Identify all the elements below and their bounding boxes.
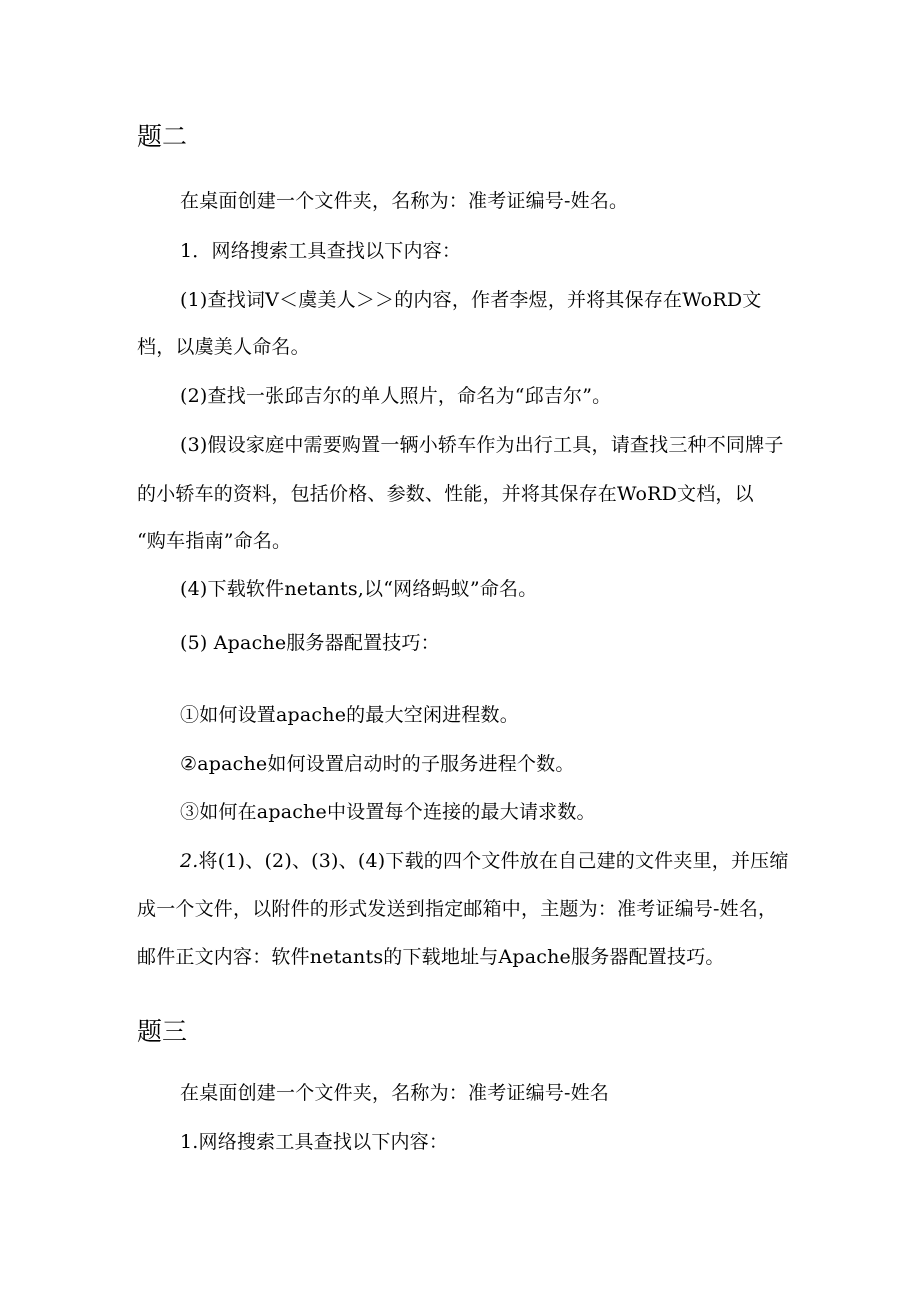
section-heading-2: 题二 — [137, 122, 188, 151]
item2-number: 2. — [180, 850, 199, 872]
section2-intro: 在桌面创建一个文件夹，名称为：准考证编号-姓名。 — [180, 190, 629, 212]
section2-item2-line1 — [180, 848, 789, 874]
question1-line1: (1)查找词V＜虞美人＞＞的内容，作者李煜，并将其保存在WoRD文 — [180, 289, 762, 311]
question5-sub-a: ①如何设置apache的最大空闲进程数。 — [180, 704, 519, 726]
section2-item2-line2: 成一个文件，以附件的形式发送到指定邮箱中，主题为：准考证编号-姓名， — [137, 898, 778, 920]
question5-sub-c: ③如何在apache中设置每个连接的最大请求数。 — [180, 801, 596, 823]
question2: (2)查找一张邱吉尔的单人照片，命名为“邱吉尔”。 — [180, 385, 612, 407]
question5: (5) Apache服务器配置技巧： — [180, 632, 440, 654]
section-heading-3: 题三 — [137, 1017, 188, 1046]
question4: (4)下载软件netants,以“网络蚂蚁”命名。 — [180, 578, 538, 600]
question1-line2: 档，以虞美人命名。 — [137, 336, 310, 358]
question3-line1: (3)假设家庭中需要购置一辆小轿车作为出行工具，请查找三种不同牌子 — [180, 434, 784, 456]
question3-line2: 的小轿车的资料，包括价格、参数、性能，并将其保存在WoRD文档，以 — [137, 483, 754, 505]
section3-intro: 在桌面创建一个文件夹，名称为：准考证编号-姓名 — [180, 1082, 610, 1104]
section2-item2-line3: 邮件正文内容：软件netants的下载地址与Apache服务器配置技巧。 — [137, 946, 725, 968]
question3-line3: “购车指南”命名。 — [137, 530, 292, 552]
item2-text: 将(1)、(2)、(3)、(4)下载的四个文件放在自己建的文件夹里，并压缩 — [198, 850, 789, 872]
section3-item1: 1.网络搜索工具查找以下内容： — [180, 1131, 449, 1153]
section2-item1: 1．网络搜索工具查找以下内容： — [180, 240, 462, 262]
question5-sub-b: ②apache如何设置启动时的子服务进程个数。 — [180, 753, 575, 775]
